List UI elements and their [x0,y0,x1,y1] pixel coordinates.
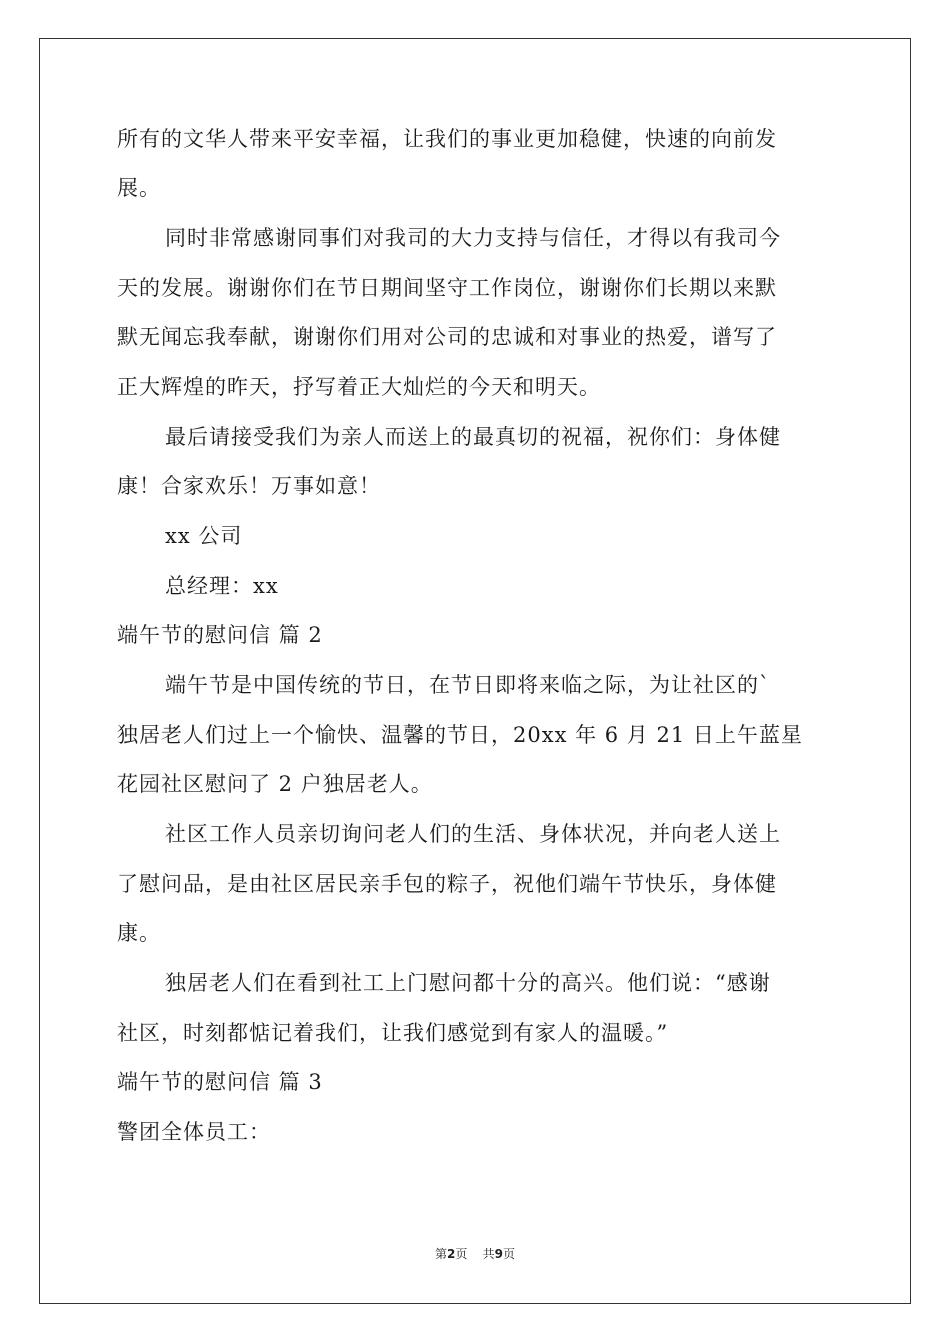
text-line: 最后请接受我们为亲人而送上的最真切的祝福，祝你们：身体健 [165,425,781,449]
text-line: 康！合家欢乐！万事如意！ [117,474,381,498]
text-line: 所有的文华人带来平安幸福，让我们的事业更加稳健，快速的向前发 [117,127,777,151]
salutation: 警团全体员工： [117,1120,271,1144]
text-line: 康。 [117,921,161,945]
total-prefix: 共 [482,1247,495,1261]
text-line: 独居老人们在看到社工上门慰问都十分的高兴。他们说：“感谢 [165,971,771,995]
text-line: 正大辉煌的昨天，抒写着正大灿烂的今天和明天。 [117,375,601,399]
page-suffix: 页 [455,1247,468,1261]
total-page-count: 9 [494,1247,503,1261]
manager-signature: 总经理：xx [165,574,279,598]
section-heading: 端午节的慰问信 篇 2 [117,623,323,647]
total-suffix: 页 [503,1247,516,1261]
section-heading: 端午节的慰问信 篇 3 [117,1070,323,1094]
company-signature: xx 公司 [165,524,243,548]
text-line: 天的发展。谢谢你们在节日期间坚守工作岗位，谢谢你们长期以来默 [117,276,777,300]
text-line: 独居老人们过上一个愉快、温馨的节日，20xx 年 6 月 21 日上午蓝星 [117,723,803,747]
page-footer [0,1245,950,1262]
page-prefix: 第 [434,1247,447,1261]
text-line: 展。 [117,176,161,200]
text-line: 端午节是中国传统的节日，在节日即将来临之际，为让社区的` [165,673,771,697]
text-line: 默无闻忘我奉献，谢谢你们用对公司的忠诚和对事业的热爱，谱写了 [117,325,777,349]
text-line: 了慰问品，是由社区居民亲手包的粽子，祝他们端午节快乐，身体健 [117,872,777,896]
text-line: 社区工作人员亲切询问老人们的生活、身体状况，并向老人送上 [165,822,781,846]
text-line: 花园社区慰问了 2 户独居老人。 [117,772,433,796]
text-line: 社区，时刻都惦记着我们，让我们感觉到有家人的温暖。” [117,1021,669,1045]
text-line: 同时非常感谢同事们对我司的大力支持与信任，才得以有我司今 [165,226,781,250]
current-page-number: 2 [446,1247,456,1261]
